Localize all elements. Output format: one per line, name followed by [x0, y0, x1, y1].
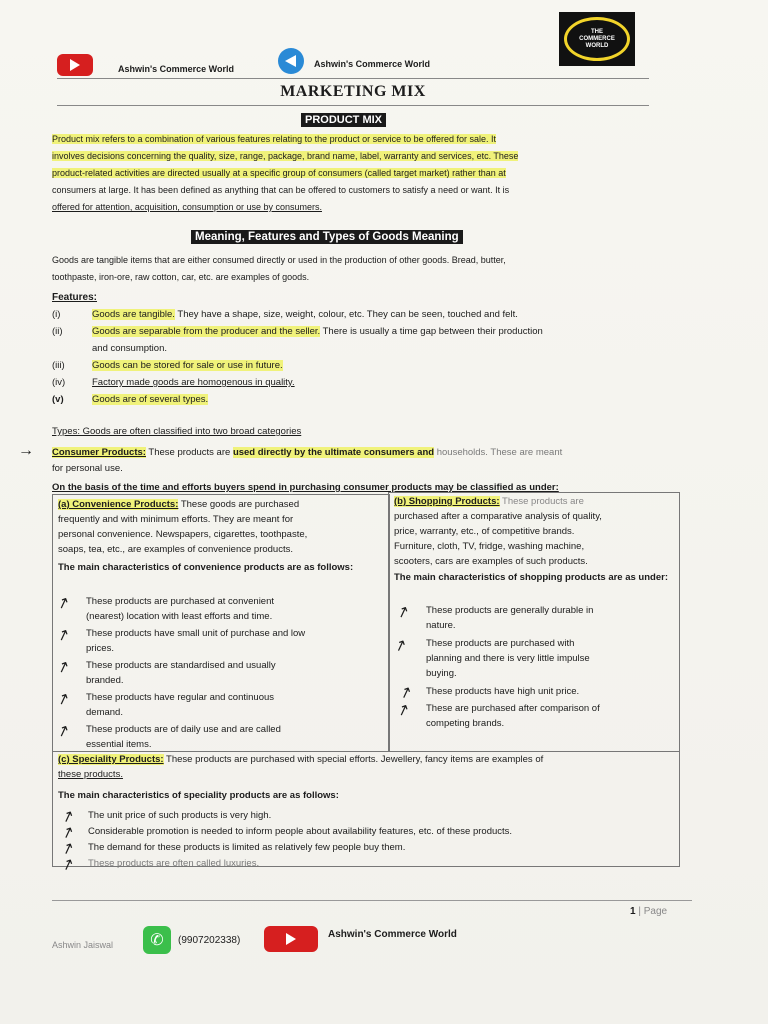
speciality-description: (c) Speciality Products: These products are purchased with special efforts. Jewellery, fancy items are examples of these products. [58, 754, 544, 780]
author-name: Ashwin Jaiswal [52, 940, 114, 950]
list-item: ↗ The unit price of such products is very high. [62, 808, 672, 824]
list-item: ↗ These products are purchased with planning and there is very little impulse buying. [400, 636, 674, 684]
commerce-world-logo: THE COMMERCE WORLD [559, 12, 635, 66]
arrow-icon: ↗ [54, 625, 73, 646]
types-line: Types: Goods are often classified into two broad categories [52, 426, 302, 437]
feature-item: (v) Goods are of several types. [52, 394, 209, 405]
list-item: ↗ These products are standardised and usually branded. [60, 658, 384, 690]
feature-item: (i) Goods are tangible. They have a shape, size, weight, colour, etc. They can be seen, touched and felt. [52, 309, 518, 320]
arrow-icon: ↗ [54, 689, 73, 710]
arrow-icon: → [18, 442, 34, 459]
list-item: ↗ These are purchased after comparison of competing brands. [400, 701, 674, 733]
arrow-icon: ↗ [397, 682, 415, 704]
list-item: ↗ These products have regular and continuous demand. [60, 690, 384, 722]
feature-item: (iii) Goods can be stored for sale or use in future. [52, 360, 283, 371]
youtube-icon[interactable] [264, 926, 318, 952]
convenience-characteristics-heading: The main characteristics of convenience products are as follows: [58, 562, 354, 573]
arrow-icon: ↗ [394, 700, 413, 721]
features-label: Features: [52, 292, 98, 303]
arrow-icon: ↗ [54, 593, 73, 614]
feature-item: and consumption. [92, 343, 167, 354]
goods-meaning-paragraph: Goods are tangible items that are either consumed directly or used in the production of other goods. Bread, butter, toothpaste, iron-ore, raw cotton, car, etc. are examples of goods. [52, 255, 506, 282]
consumer-products-text: Consumer Products: These products are used directly by the ultimate consumers and households. These are meant for personal use. [52, 447, 563, 474]
speciality-characteristics-list [59, 806, 672, 876]
list-item: ↗ These products have small unit of purchase and low prices. [60, 626, 384, 658]
list-item: ↗ Considerable promotion is needed to inform people about availability features, etc. of these products. [62, 824, 672, 840]
product-mix-heading: PRODUCT MIX [301, 114, 386, 126]
arrow-icon: ↗ [391, 635, 410, 656]
list-item: ↗ These products are generally durable in nature. [400, 603, 674, 636]
convenience-description: (a) Convenience Products: These goods are purchased frequently and with minimum efforts. They are meant for personal convenience. Newspapers, cigarettes, toothpaste, soaps, tea, etc., are examples of convenience products. [58, 499, 308, 555]
goods-heading: Meaning, Features and Types of Goods Meaning [191, 231, 463, 243]
page-title: MARKETING MIX [57, 78, 649, 106]
convenience-characteristics-list [54, 593, 384, 754]
arrow-icon: ↗ [59, 854, 77, 876]
features-list [52, 306, 652, 408]
arrow-icon: ↗ [59, 838, 77, 860]
whatsapp-icon[interactable]: ✆ [143, 926, 171, 954]
list-item: ↗ These products are of daily use and are called essential items. [60, 722, 384, 754]
feature-item: (ii) Goods are separable from the producer and the seller. There is usually a time gap between their production [52, 326, 543, 337]
telegram-icon[interactable] [278, 48, 304, 74]
product-mix-paragraph: Product mix refers to a combination of various features relating to the product or service to be offered for sale. It involves decisions concerning the quality, size, range, package, brand name, label, warranty and services, etc. These product-related activities are directed usually at a specific group of consumers (called target market) rather than at consumers at large. It has been defined as anything that can be offered to customers to satisfy a need or want. It is offered for attention, acquisition, consumption or use by consumers. [52, 134, 519, 212]
page-number: 1 | Page [630, 906, 668, 917]
arrow-icon: ↗ [54, 721, 73, 742]
shopping-description: (b) Shopping Products: These products are purchased after a comparative analysis of quality, price, warranty, etc., of competitive brands. Furniture, cloth, TV, fridge, washing machine, scooters, cars are examples of such products. [394, 496, 602, 567]
list-item: ↗ These products have high unit price. [400, 684, 674, 701]
list-item: ↗ The demand for these products is limited as relatively few people buy them. [62, 840, 672, 856]
footer-divider [52, 900, 692, 901]
phone-number[interactable]: (9907202338) [178, 935, 241, 946]
list-item: ↗ These products are purchased at convenient (nearest) location with least efforts and time. [60, 594, 384, 626]
arrow-icon: ↗ [394, 602, 413, 623]
shopping-characteristics-list [391, 602, 674, 733]
arrow-icon: ↗ [59, 822, 77, 844]
youtube-icon[interactable] [57, 54, 93, 76]
arrow-icon: ↗ [59, 806, 77, 828]
speciality-characteristics-heading: The main characteristics of speciality products are as follows: [58, 790, 339, 801]
basis-line: On the basis of the time and efforts buyers spend in purchasing consumer products may be classified as under: [52, 482, 559, 493]
feature-item: (iv) Factory made goods are homogenous in quality. [52, 377, 295, 388]
youtube-brand-text: Ashwin's Commerce World [118, 64, 234, 74]
footer-brand: Ashwin's Commerce World [328, 929, 457, 940]
arrow-icon: ↗ [54, 657, 73, 678]
telegram-brand-text: Ashwin's Commerce World [314, 59, 430, 69]
shopping-characteristics-heading: The main characteristics of shopping products are as under: [394, 572, 668, 583]
list-item: ↗ These products are often called luxuries. [62, 856, 672, 872]
